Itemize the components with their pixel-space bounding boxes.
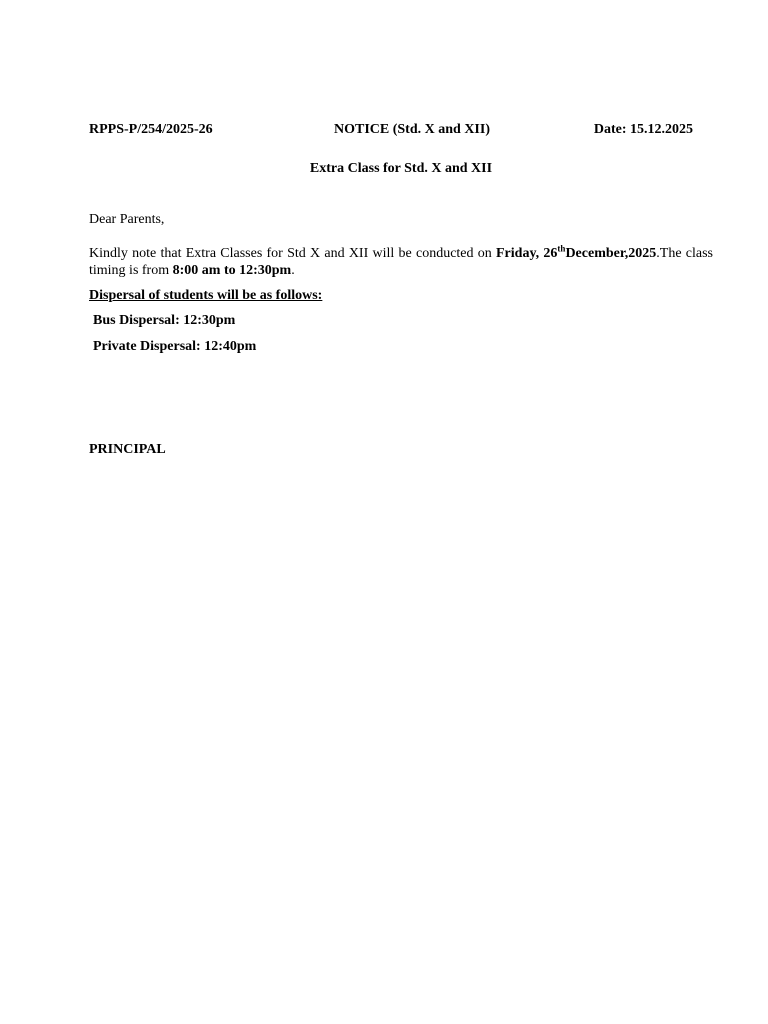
reference-number: RPPS-P/254/2025-26 <box>89 122 213 137</box>
body-day-date: Friday, 26 <box>496 246 558 261</box>
signature: PRINCIPAL <box>89 442 166 457</box>
body-timing-intro: .The class timing is from <box>89 246 714 278</box>
notice-body <box>89 245 713 279</box>
notice-date: Date: 15.12.2025 <box>593 122 693 137</box>
body-day-suffix: th <box>557 243 566 254</box>
body-end: . <box>291 263 295 278</box>
body-month-year: December,2025 <box>565 246 657 261</box>
salutation: Dear Parents, <box>89 212 165 227</box>
notice-title: NOTICE (Std. X and XII) <box>334 122 490 137</box>
private-dispersal: Private Dispersal: 12:40pm <box>93 339 257 354</box>
body-intro: Kindly note that Extra Classes for Std X and XII will be conducted on <box>89 246 496 261</box>
bus-dispersal: Bus Dispersal: 12:30pm <box>93 313 236 328</box>
body-timing: 8:00 am to 12:30pm <box>172 263 292 278</box>
notice-subject: Extra Class for Std. X and XII <box>309 161 493 176</box>
notice-header <box>89 122 693 140</box>
dispersal-heading: Dispersal of students will be as follows: <box>89 288 323 303</box>
